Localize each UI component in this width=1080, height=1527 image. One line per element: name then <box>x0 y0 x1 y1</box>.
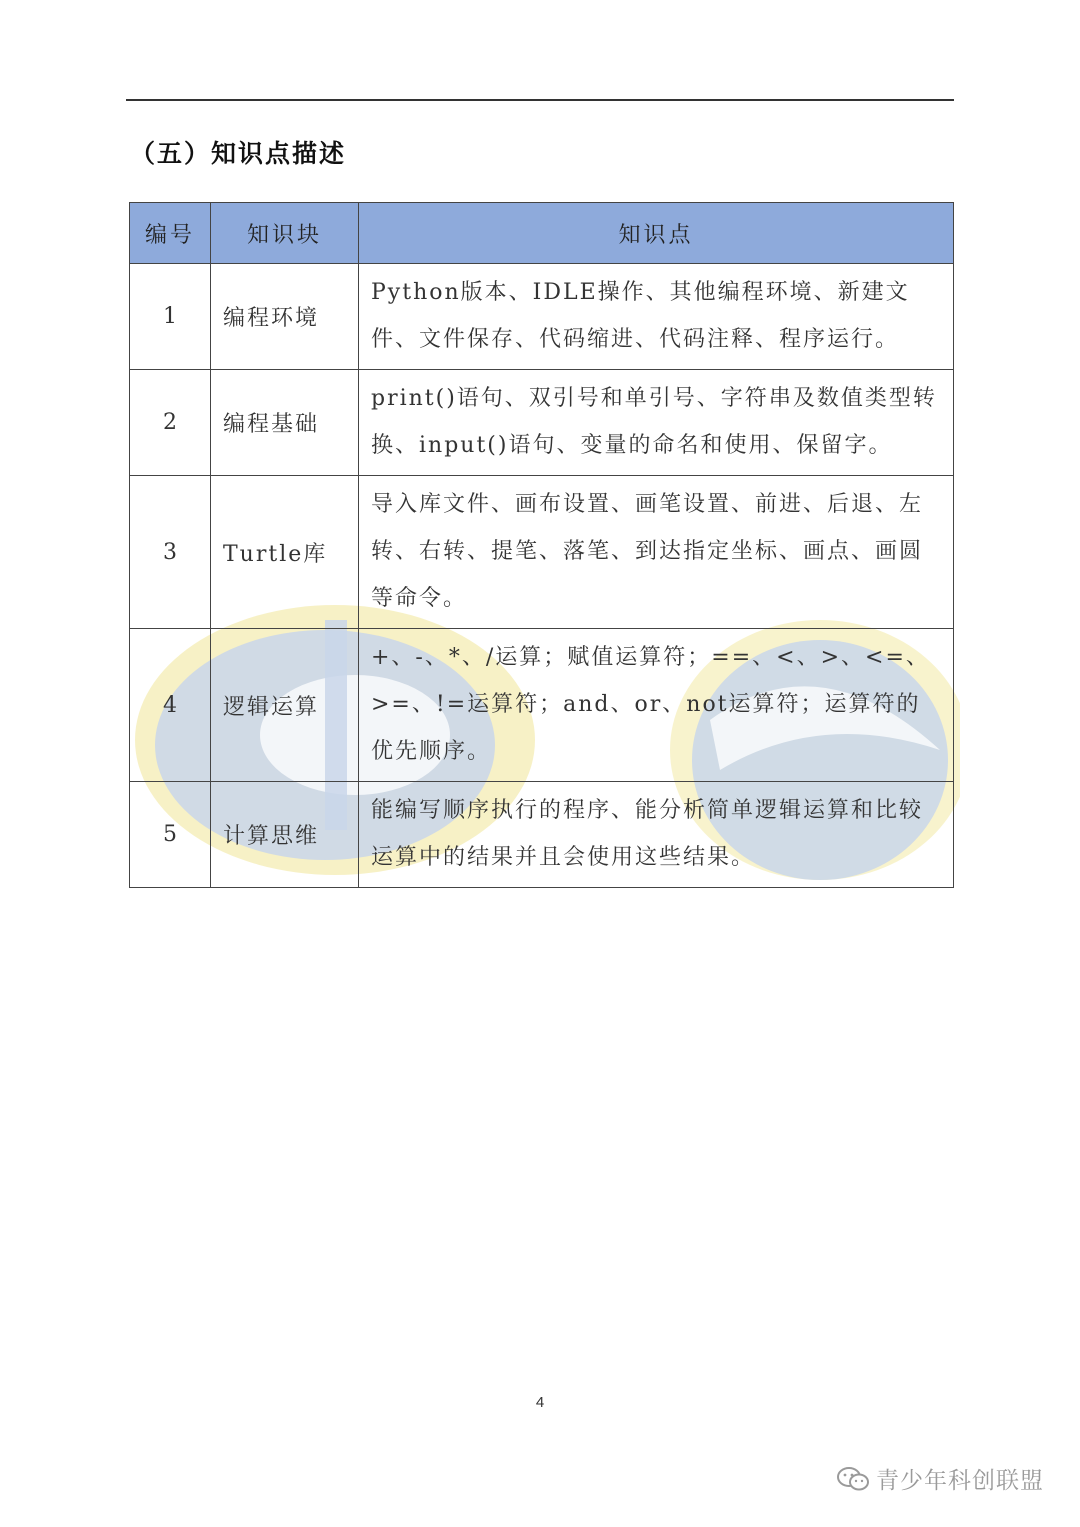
row-number: 1 <box>130 264 211 370</box>
row-number: 2 <box>130 370 211 476</box>
row-knowledge-block: Turtle库 <box>211 476 359 629</box>
row-knowledge-points: 导入库文件、画布设置、画笔设置、前进、后退、左转、右转、提笔、落笔、到达指定坐标、画点、画圆等命令。 <box>359 476 954 629</box>
table-row <box>130 476 954 629</box>
page-number: 4 <box>535 1394 545 1411</box>
wechat-icon <box>836 1465 870 1493</box>
table-row <box>130 782 954 888</box>
row-knowledge-points: +、-、*、/运算；赋值运算符；==、<、>、<=、>=、!=运算符；and、or、not运算符；运算符的优先顺序。 <box>359 629 954 782</box>
header-knowledge-points: 知识点 <box>359 203 954 264</box>
table-row <box>130 370 954 476</box>
row-knowledge-points: 能编写顺序执行的程序、能分析简单逻辑运算和比较运算中的结果并且会使用这些结果。 <box>359 782 954 888</box>
wechat-account-name: 青少年科创联盟 <box>876 1468 1044 1494</box>
table-row <box>130 264 954 370</box>
row-knowledge-block: 计算思维 <box>211 782 359 888</box>
row-knowledge-block: 逻辑运算 <box>211 629 359 782</box>
row-knowledge-block: 编程基础 <box>211 370 359 476</box>
section-title: （五）知识点描述 <box>130 139 347 168</box>
table-row <box>130 629 954 782</box>
header-number: 编号 <box>130 203 211 264</box>
row-knowledge-points: print()语句、双引号和单引号、字符串及数值类型转换、input()语句、变量的命名和使用、保留字。 <box>359 370 954 476</box>
row-number: 5 <box>130 782 211 888</box>
row-number: 4 <box>130 629 211 782</box>
table-header-row <box>130 203 954 264</box>
row-knowledge-block: 编程环境 <box>211 264 359 370</box>
row-number: 3 <box>130 476 211 629</box>
header-rule <box>126 99 954 101</box>
wechat-watermark <box>836 1462 1044 1495</box>
header-knowledge-block: 知识块 <box>211 203 359 264</box>
knowledge-points-table <box>129 202 954 888</box>
row-knowledge-points: Python版本、IDLE操作、其他编程环境、新建文件、文件保存、代码缩进、代码注释、程序运行。 <box>359 264 954 370</box>
